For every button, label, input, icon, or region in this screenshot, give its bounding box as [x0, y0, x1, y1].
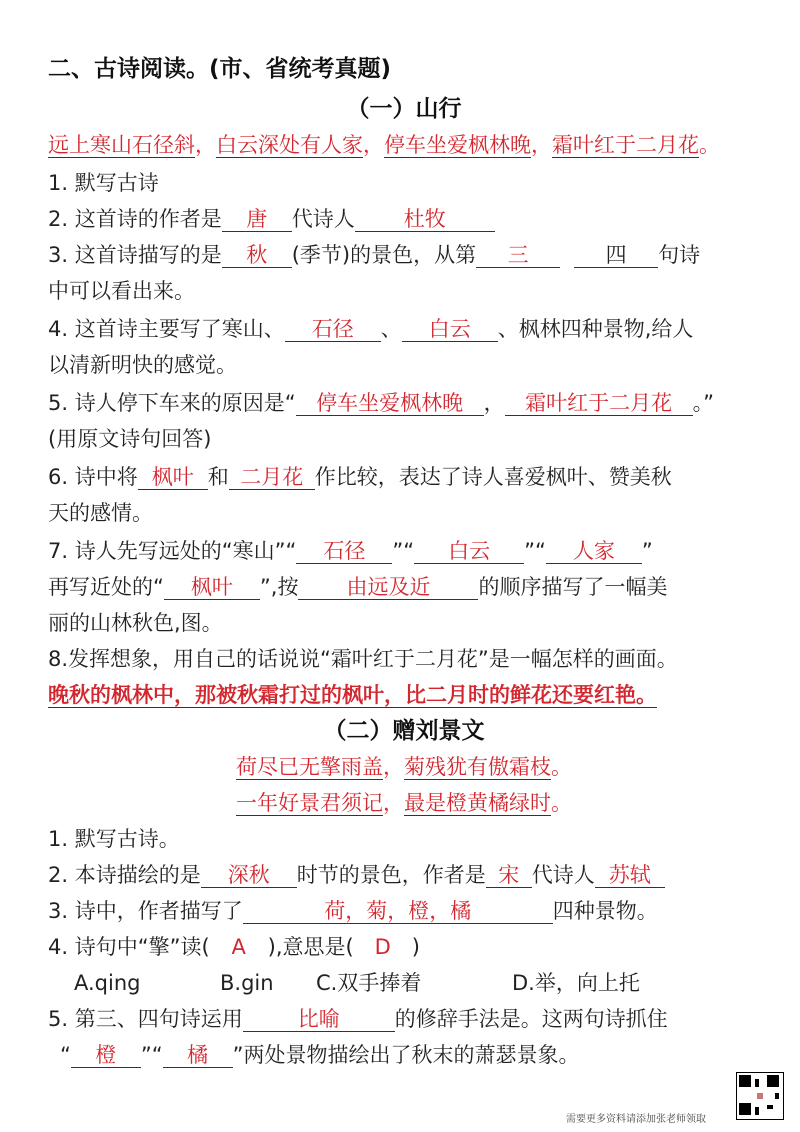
- p1-q1: 1. 默写古诗: [48, 171, 159, 195]
- p2-q3: 3. 诗中，作者描写了 荷，菊，橙，橘 四种景物。: [48, 899, 658, 923]
- poem2-couplet1: 荷尽已无擎雨盖，菊残犹有傲霜枝。: [236, 755, 572, 779]
- answer-blank: 宋: [486, 863, 532, 888]
- answer-blank: 白云: [402, 317, 498, 342]
- answer-blank: 橘: [163, 1043, 233, 1068]
- option-d: D.举，向上托: [512, 971, 640, 995]
- answer-blank: 四: [574, 243, 658, 268]
- answer-blank: 橙: [71, 1043, 141, 1068]
- answer-blank: 二月花: [229, 465, 315, 490]
- answer-blank: 杜牧: [355, 207, 495, 232]
- answer-blank: 停车坐爱枫林晚: [296, 391, 484, 416]
- qr-code: [736, 1072, 784, 1120]
- poem1-line1: 远上寒山石径斜: [48, 133, 195, 157]
- p2-q1: 1. 默写古诗。: [48, 827, 180, 851]
- answer-a: A: [231, 935, 246, 959]
- answer-blank: 三: [476, 243, 560, 268]
- p1-q4: 4. 这首诗主要写了寒山、 石径 、 白云 、枫林四种景物,给人: [48, 317, 694, 341]
- poem2-line4: 最是橙黄橘绿时: [404, 791, 551, 815]
- answer-blank: 枫叶: [138, 465, 208, 490]
- poem2-line3: 一年好景君须记: [236, 791, 383, 815]
- answer-blank: 苏轼: [595, 863, 665, 888]
- p1-q6: 6. 诗中将 枫叶 和 二月花 作比较，表达了诗人喜爱枫叶、赞美秋: [48, 465, 672, 489]
- p1-q5-line2: (用原文诗句回答): [48, 427, 212, 451]
- answer-blank: 深秋: [201, 863, 297, 888]
- poem1-line4: 霜叶红于二月花: [552, 133, 699, 157]
- p1-q4-line2: 以清新明快的感觉。: [48, 353, 237, 377]
- p1-q7-line2: 再写近处的“ 枫叶 ”,按 由远及近 的顺序描写了一幅美: [48, 575, 668, 599]
- p1-q6-line2: 天的感情。: [48, 501, 153, 525]
- p1-q7-line3: 丽的山林秋色,图。: [48, 611, 223, 635]
- section-title: 二、古诗阅读。(市、省统考真题): [48, 56, 392, 82]
- footer-note: 需要更多资料请添加张老师领取: [566, 1114, 706, 1125]
- poem2-couplet2: 一年好景君须记，最是橙黄橘绿时。: [236, 791, 572, 815]
- p2-q5-line2: “ 橙 ”“ 橘 ”两处景物描绘出了秋末的萧瑟景象。: [60, 1043, 580, 1067]
- poem2-title: （二）赠刘景文: [323, 718, 485, 744]
- answer-blank: 荷，菊，橙，橘: [243, 899, 553, 924]
- answer-blank: 霜叶红于二月花: [505, 391, 693, 416]
- p2-options: [74, 968, 760, 998]
- p1-q7: 7. 诗人先写远处的“寒山”“ 石径 ”“ 白云 ”“ 人家 ”: [48, 539, 653, 563]
- option-b: B.gin: [220, 971, 274, 995]
- p1-q2: 2. 这首诗的作者是 唐 代诗人 杜牧: [48, 204, 760, 234]
- poem1-text: 远上寒山石径斜，白云深处有人家，停车坐爱枫林晚，霜叶红于二月花。: [48, 133, 720, 157]
- p2-q2: 2. 本诗描绘的是 深秋 时节的景色，作者是 宋 代诗人 苏轼: [48, 860, 760, 890]
- p2-q4: 4. 诗句中“擎”读( A ),意思是( D ): [48, 932, 760, 962]
- answer-blank: 比喻: [243, 1007, 395, 1032]
- p2-q5: 5. 第三、四句诗运用 比喻 的修辞手法是。这两句诗抓住: [48, 1007, 668, 1031]
- answer-blank: 由远及近: [298, 575, 478, 600]
- answer-blank: 枫叶: [164, 575, 260, 600]
- poem2-line2: 菊残犹有傲霜枝: [404, 755, 551, 779]
- poem1-line2: 白云深处有人家: [216, 133, 363, 157]
- poem1-line3: 停车坐爱枫林晚: [384, 133, 531, 157]
- p1-q3-line2: 中可以看出来。: [48, 279, 195, 303]
- p1-q8: 8.发挥想象，用自己的话说说“霜叶红于二月花”是一幅怎样的画面。: [48, 647, 678, 671]
- poem1-title: （一）山行: [346, 96, 462, 122]
- answer-blank: 人家: [546, 539, 642, 564]
- answer-blank: 唐: [222, 207, 292, 232]
- answer-blank: 白云: [414, 539, 524, 564]
- option-a: A.qing: [74, 971, 141, 995]
- answer-blank: 石径: [285, 317, 381, 342]
- answer-blank: 石径: [296, 539, 392, 564]
- answer-b: D: [374, 935, 391, 959]
- p1-q8-answer: 晚秋的枫林中，那被秋霜打过的枫叶，比二月时的鲜花还要红艳。: [48, 683, 657, 707]
- p1-q3: 3. 这首诗描写的是 秋 (季节)的景色，从第 三 四 句诗: [48, 243, 701, 267]
- answer-blank: 秋: [222, 243, 292, 268]
- option-c: C.双手捧着: [316, 971, 422, 995]
- p1-q5: 5. 诗人停下车来的原因是“ 停车坐爱枫林晚 ， 霜叶红于二月花 。”: [48, 391, 714, 415]
- poem2-line1: 荷尽已无擎雨盖: [236, 755, 383, 779]
